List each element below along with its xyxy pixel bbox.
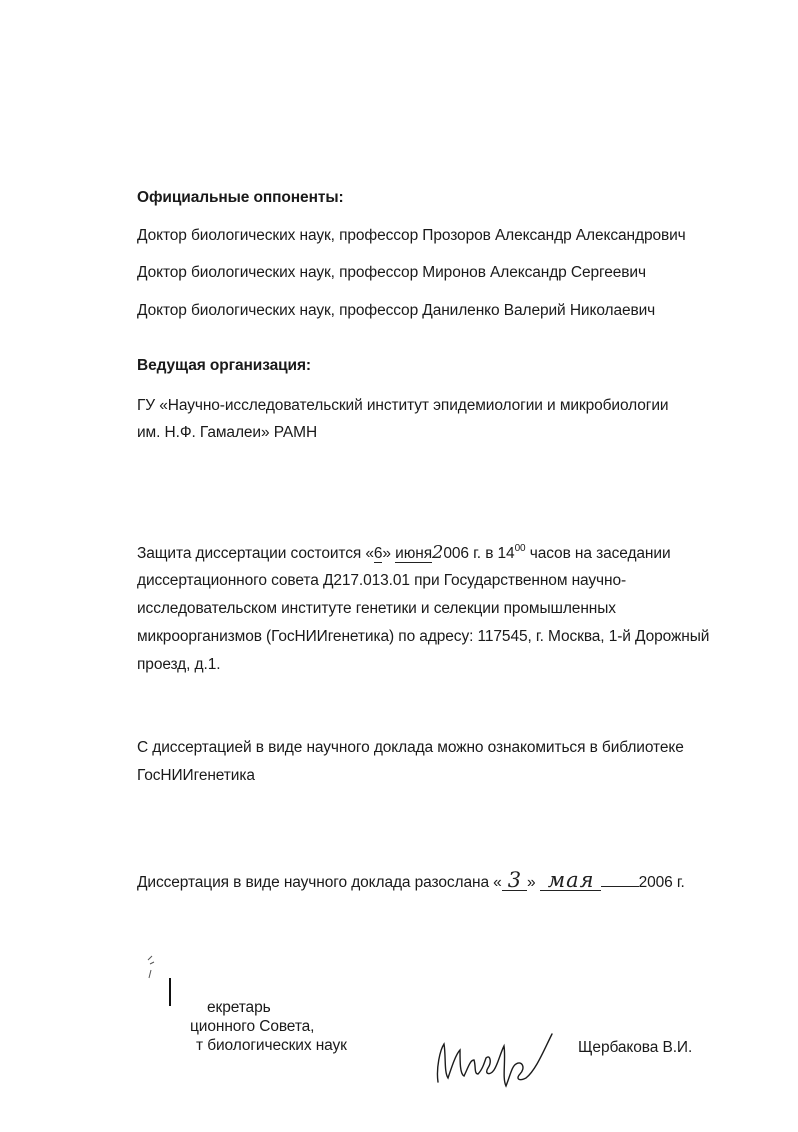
mailed-line (137, 870, 685, 893)
defense-line-4: микроорганизмов (ГосНИИгенетика) по адресу: 117545, г. Москва, 1-й Дорожный (137, 628, 710, 645)
mailed-close: » (526, 874, 536, 891)
signature-icon (430, 1020, 560, 1100)
mailed-day-handwritten: 3 (502, 870, 527, 891)
defense-line-1 (137, 543, 671, 566)
mailed-month-handwritten: мая (540, 870, 601, 891)
defense-suffix: часов на заседании (525, 545, 671, 562)
opponent-2: Доктор биологических наук, профессор Миронов Александр Сергеевич (137, 264, 646, 281)
defense-year-rest: 006 г. в 14 (443, 545, 515, 562)
defense-mid: » (382, 545, 396, 562)
defense-line-3: исследовательском институте генетики и селекции промышленных (137, 600, 616, 617)
mailed-year: 2006 г. (638, 874, 685, 891)
secretary-line-2: ционного Совета, (190, 1018, 315, 1035)
mailed-blank (601, 874, 639, 887)
lead-org-line-1: ГУ «Научно-исследовательский институт эпидемиологии и микробиологии (137, 397, 669, 414)
mailed-prefix: Диссертация в виде научного доклада разослана « (137, 874, 502, 891)
defense-year-handwritten: 2 (432, 542, 444, 563)
defense-minutes: 00 (514, 543, 526, 554)
library-line-2: ГосНИИгенетика (137, 767, 255, 784)
lead-org-heading: Ведущая организация: (137, 357, 311, 374)
secretary-name: Щербакова В.И. (578, 1039, 693, 1056)
lead-org-line-2: им. Н.Ф. Гамалеи» РАМН (137, 424, 318, 441)
defense-line-5: проезд, д.1. (137, 656, 221, 673)
secretary-line-3: т биологических наук (196, 1037, 347, 1054)
defense-day: 6 (373, 545, 383, 562)
scan-mark (138, 950, 178, 1010)
secretary-line-1: екретарь (207, 999, 271, 1016)
opponent-3: Доктор биологических наук, профессор Даниленко Валерий Николаевич (137, 302, 656, 319)
library-line-1: С диссертацией в виде научного доклада можно ознакомиться в библиотеке (137, 739, 684, 756)
defense-prefix: Защита диссертации состоится « (137, 545, 374, 562)
opponents-heading: Официальные оппоненты: (137, 189, 344, 206)
defense-line-2: диссертационного совета Д217.013.01 при Государственном научно- (137, 572, 627, 589)
opponent-1: Доктор биологических наук, профессор Прозоров Александр Александрович (137, 227, 686, 244)
defense-month: июня (395, 545, 432, 562)
